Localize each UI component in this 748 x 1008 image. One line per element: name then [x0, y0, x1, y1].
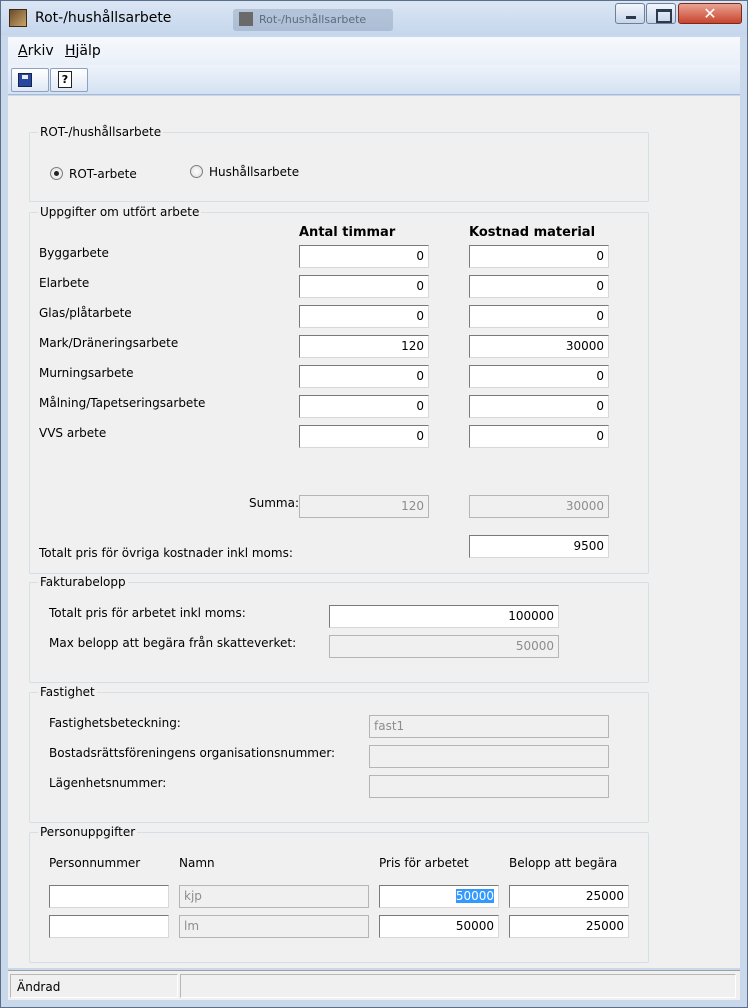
work-row-label: Byggarbete	[39, 246, 109, 260]
work-details-group	[29, 205, 649, 574]
radio-hushallsarbete-label[interactable]: Hushållsarbete	[209, 165, 300, 179]
max-amount-field: 50000	[329, 635, 559, 658]
work-row-label: Murningsarbete	[39, 366, 134, 380]
menu-arkiv-mnemonic: A	[18, 43, 28, 59]
menu-hjalp-mnemonic: H	[65, 43, 76, 59]
menu-arkiv[interactable]	[18, 43, 54, 59]
total-price-input[interactable]: 100000	[329, 605, 559, 628]
amount-column-header: Belopp att begära	[509, 856, 618, 870]
material-cost-input[interactable]: 0	[469, 245, 609, 268]
personnummer-input[interactable]	[49, 885, 169, 908]
material-cost-input[interactable]: 0	[469, 305, 609, 328]
toolbar	[8, 65, 740, 95]
window-title: Rot-/hushållsarbete	[35, 10, 172, 26]
other-costs-input[interactable]: 9500	[469, 535, 609, 558]
menu-hjalp-label: jälp	[75, 43, 101, 59]
background-window-thumbnail	[233, 9, 393, 31]
other-costs-label: Totalt pris för övriga kostnader inkl moms:	[39, 546, 293, 560]
rot-type-group	[29, 125, 649, 202]
material-cost-input[interactable]: 0	[469, 275, 609, 298]
price-input-selection: 50000	[455, 889, 494, 903]
save-icon	[18, 73, 32, 87]
hours-column-header: Antal timmar	[299, 225, 396, 240]
hours-input[interactable]: 120	[299, 335, 429, 358]
hours-input[interactable]: 0	[299, 425, 429, 448]
menu-hjalp[interactable]	[65, 43, 101, 59]
price-input[interactable]	[379, 885, 499, 908]
org-number-field	[369, 745, 609, 768]
max-amount-label: Max belopp att begära från skatteverket:	[49, 636, 297, 650]
app-icon[interactable]	[9, 9, 27, 27]
property-group	[29, 685, 649, 823]
radio-hushallsarbete[interactable]	[190, 165, 203, 178]
close-icon: ✕	[703, 4, 717, 23]
background-window-title: Rot-/hushållsarbete	[259, 13, 367, 26]
sum-hours-field: 120	[299, 495, 429, 518]
status-panel	[10, 974, 178, 998]
help-button[interactable]	[50, 68, 88, 92]
amount-input[interactable]: 25000	[509, 885, 629, 908]
apartment-number-field	[369, 775, 609, 798]
property-designation-label: Fastighetsbeteckning:	[49, 716, 181, 730]
hours-input[interactable]: 0	[299, 365, 429, 388]
work-details-group-title: Uppgifter om utfört arbete	[40, 205, 200, 219]
invoice-group	[29, 575, 649, 683]
hours-input[interactable]: 0	[299, 245, 429, 268]
price-input[interactable]: 50000	[379, 915, 499, 938]
total-price-label: Totalt pris för arbetet inkl moms:	[49, 606, 246, 620]
menu-bar	[8, 37, 740, 65]
personnummer-column-header: Personnummer	[49, 856, 141, 870]
name-field: lm	[179, 915, 369, 938]
property-group-title: Fastighet	[40, 685, 95, 699]
rot-type-group-title: ROT-/hushållsarbete	[40, 125, 162, 139]
radio-rot-arbete-label[interactable]: ROT-arbete	[69, 167, 137, 181]
org-number-label: Bostadsrättsföreningens organisationsnummer:	[49, 746, 336, 760]
app-icon	[239, 12, 253, 26]
apartment-number-label: Lägenhetsnummer:	[49, 776, 167, 790]
material-cost-input[interactable]: 0	[469, 425, 609, 448]
minimize-button[interactable]	[615, 3, 645, 24]
personnummer-input[interactable]	[49, 915, 169, 938]
name-field: kjp	[179, 885, 369, 908]
work-row-label: Glas/plåtarbete	[39, 306, 132, 320]
work-row-label: Mark/Dräneringsarbete	[39, 336, 179, 350]
status-panel-secondary	[180, 974, 736, 998]
name-column-header: Namn	[179, 856, 215, 870]
material-cost-input[interactable]: 0	[469, 365, 609, 388]
work-row-label: VVS arbete	[39, 426, 107, 440]
hours-input[interactable]: 0	[299, 395, 429, 418]
close-button[interactable]	[678, 3, 742, 24]
radio-rot-arbete[interactable]	[50, 167, 63, 180]
invoice-group-title: Fakturabelopp	[40, 575, 126, 589]
property-designation-field: fast1	[369, 715, 609, 738]
person-group	[29, 825, 649, 963]
material-cost-input[interactable]: 0	[469, 395, 609, 418]
save-button[interactable]	[11, 68, 49, 92]
status-bar	[8, 970, 740, 1000]
menu-arkiv-label: rkiv	[27, 43, 54, 59]
maximize-button[interactable]	[646, 3, 676, 24]
form-area	[8, 96, 740, 968]
material-cost-input[interactable]: 30000	[469, 335, 609, 358]
title-bar[interactable]	[1, 1, 747, 35]
hours-input[interactable]: 0	[299, 275, 429, 298]
price-column-header: Pris för arbetet	[379, 856, 469, 870]
status-text: Ändrad	[17, 980, 61, 994]
help-icon: ?	[58, 71, 72, 88]
hours-input[interactable]: 0	[299, 305, 429, 328]
sum-material-field: 30000	[469, 495, 609, 518]
work-row-label: Elarbete	[39, 276, 90, 290]
material-column-header: Kostnad material	[469, 225, 596, 240]
work-row-label: Målning/Tapetseringsarbete	[39, 396, 206, 410]
person-group-title: Personuppgifter	[40, 825, 136, 839]
amount-input[interactable]: 25000	[509, 915, 629, 938]
sum-label: Summa:	[249, 496, 299, 510]
